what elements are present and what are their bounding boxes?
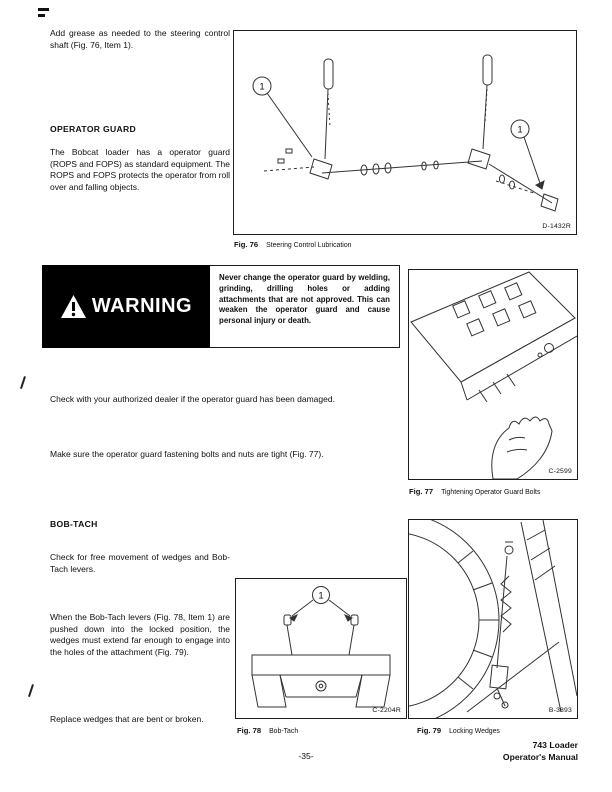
paragraph-replace: Replace wedges that are bent or broken.	[50, 714, 204, 724]
fig78-drawing-bobtach	[236, 579, 406, 718]
fig78-caption-number: Fig. 78	[237, 726, 262, 735]
footer-line-manual: Operator's Manual	[502, 751, 578, 762]
paragraph-bolts: Make sure the operator guard fastening bolts and nuts are tight (Fig. 77).	[50, 449, 324, 459]
fig79-caption-number: Fig. 79	[417, 726, 442, 735]
warning-label-panel	[42, 265, 210, 348]
fig78-caption-text: Bob-Tach	[269, 728, 299, 735]
fig79-caption-text: Locking Wedges	[449, 728, 500, 735]
fig77-caption	[409, 487, 540, 496]
fig77-drawing-hand-tightening	[409, 270, 577, 479]
fig76-caption-text: Steering Control Lubrication	[266, 242, 352, 249]
heading-bob-tach: BOB-TACH	[50, 519, 98, 529]
figure-76-box	[233, 30, 577, 235]
paragraph-operator-guard: The Bobcat loader has a operator guard (ROPS and FOPS) as standard equipment. The ROPS and FOPS protects the operator from roll over and falling objects.	[50, 147, 230, 192]
paragraph-levers: When the Bob-Tach levers (Fig. 78, Item 1) are pushed down into the locked position, the wedges must extend far enough to engage into the holes of the attachment (Fig. 79).	[50, 612, 230, 657]
fig79-caption	[417, 726, 500, 735]
scan-artifact	[20, 376, 26, 389]
fig77-code: C-2599	[548, 468, 572, 475]
footer-manual-title	[503, 740, 578, 763]
fig79-code: B-3893	[548, 707, 572, 714]
fig76-code: D-1432R	[542, 223, 571, 230]
warning-text: Never change the operator guard by welding, grinding, drilling holes or adding attachments that are not approved. This can weaken the operator guard and cause personal injury or death.	[210, 265, 400, 348]
fig78-code: C-2204R	[372, 707, 401, 714]
footer-line-loader: 743 Loader	[532, 740, 578, 750]
warning-triangle-icon	[60, 294, 87, 319]
page-number: -35-	[298, 751, 314, 761]
fig78-callout-1: 1	[318, 590, 324, 602]
figure-79-box	[408, 519, 578, 719]
fig77-caption-text: Tightening Operator Guard Bolts	[441, 489, 541, 496]
fig76-callout-1-right: 1	[517, 124, 523, 136]
fig79-drawing-locking-wedges	[409, 520, 577, 718]
paragraph-wedges: Check for free movement of wedges and Bob-Tach levers.	[50, 552, 230, 574]
paragraph-grease: Add grease as needed to the steering control shaft (Fig. 76, Item 1).	[50, 28, 230, 50]
paragraph-dealer: Check with your authorized dealer if the operator guard has been damaged.	[50, 394, 335, 404]
warning-block	[42, 265, 400, 348]
figure-77-box	[408, 269, 578, 480]
fig76-caption	[234, 240, 351, 249]
scan-tick-mark	[38, 8, 49, 11]
scan-artifact	[28, 684, 34, 697]
heading-operator-guard: OPERATOR GUARD	[50, 124, 137, 134]
scan-tick-mark	[38, 14, 45, 17]
fig78-caption	[237, 726, 298, 735]
fig77-caption-number: Fig. 77	[409, 487, 434, 496]
warning-label: WARNING	[91, 295, 193, 317]
fig76-drawing-steering-linkage	[234, 31, 576, 234]
fig76-callout-1-left: 1	[259, 81, 265, 93]
fig76-caption-number: Fig. 76	[234, 240, 259, 249]
figure-78-box	[235, 578, 407, 719]
